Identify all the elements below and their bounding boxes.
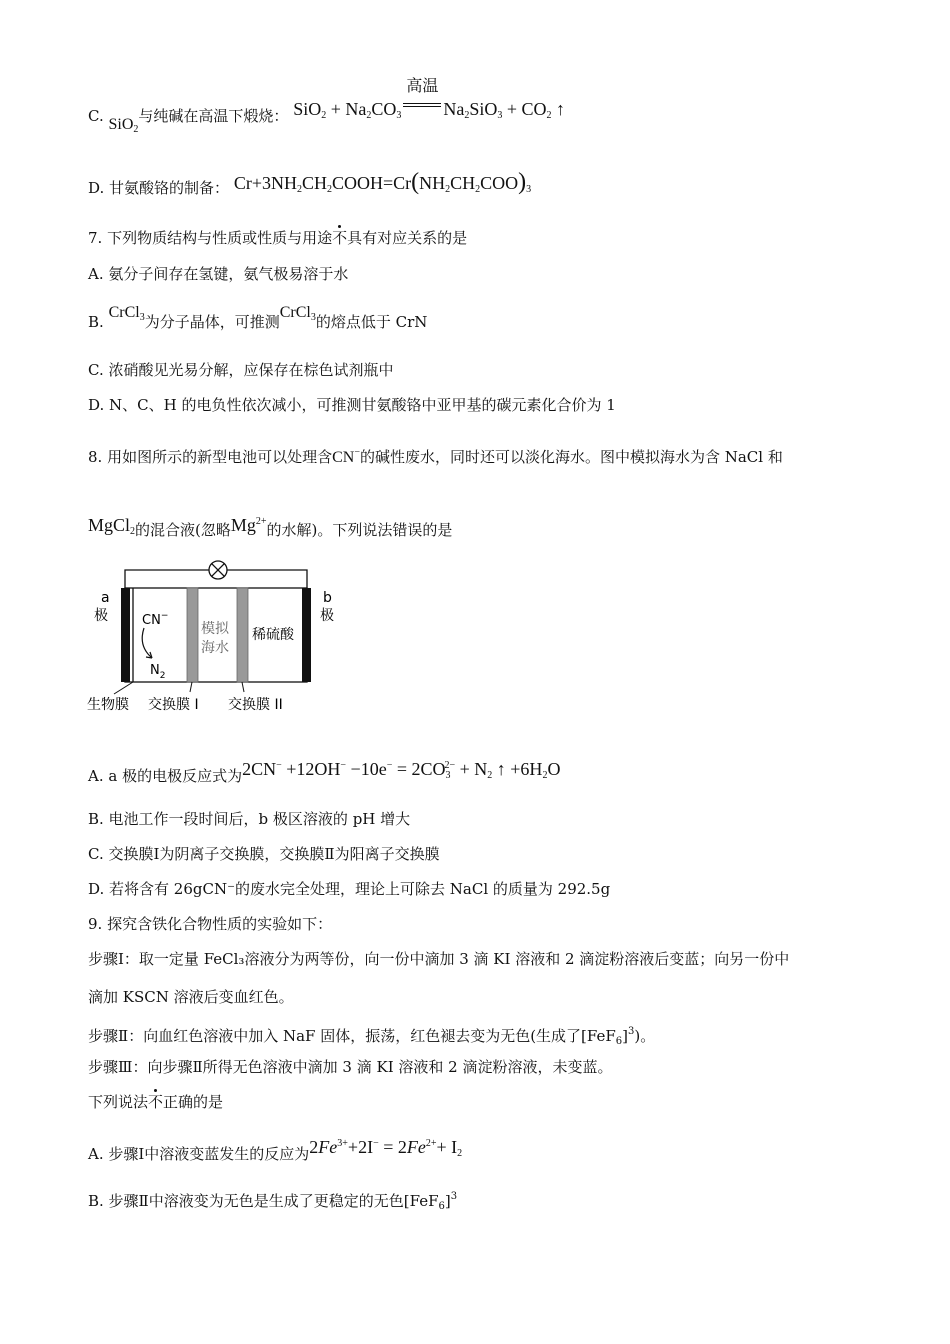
reaction-condition: 高温 — [401, 99, 443, 119]
q9-step1-line1: 步骤Ⅰ：取一定量 FeCl₃溶液分为两等份，向一份中滴加 3 滴 KI 溶液和 2 滴淀粉溶液后变蓝；向另一份中 — [88, 950, 790, 968]
q7-stem: 7. 下列物质结构与性质或性质与用途不具有对应关系的是 — [88, 229, 468, 247]
option-text: 与纯碱在高温下煅烧： — [138, 107, 289, 125]
q8-option-c: C. 交换膜Ⅰ为阴离子交换膜，交换膜Ⅱ为阳离子交换膜 — [88, 845, 440, 863]
equation-a-electrode: $2CN^- +12OH^- -10e^- = 2CO_3^{2-} + N_2$ ↑ $+6H_2O$ — [242, 759, 561, 781]
electrode-a — [121, 588, 130, 682]
label-bio-membrane: 生物膜 — [87, 697, 129, 713]
pointer-membrane-1 — [190, 682, 192, 692]
q9-step2: 步骤Ⅱ：向血红色溶液中加入 NaF 固体，振荡，红色褪去变为无色(生成了$[FeF_6]^3$)。 — [88, 1026, 656, 1047]
label-b-pole-2: 极 — [320, 608, 334, 624]
q9-step3: 步骤Ⅲ：向步骤Ⅱ所得无色溶液中滴加 3 滴 KI 溶液和 2 滴淀粉溶液，未变蓝。 — [88, 1058, 613, 1076]
label-a-pole-1: a — [101, 590, 110, 606]
label-a-pole-2: 极 — [94, 608, 108, 624]
label-exchange-membrane-1: 交换膜 I — [148, 697, 199, 713]
option-text: D. 甘氨酸铬的制备： — [88, 179, 230, 197]
label-b-pole-1: b — [323, 590, 332, 606]
q8-option-d: D. 若将含有 26gCN⁻的废水完全处理，理论上可除去 NaCl 的质量为 292.5g — [88, 880, 611, 898]
label-seawater-1: 模拟 — [201, 621, 229, 637]
q9-option-b: B. 步骤Ⅱ中溶液变为无色是生成了更稳定的无色$[FeF_6]^3$ — [88, 1191, 458, 1212]
emphasis-mark: 不 — [148, 1093, 164, 1111]
label-cn: CN− — [142, 611, 169, 628]
formula-crcl3: CrCl$_3$ — [279, 304, 316, 323]
q8-option-a: A. a 极的电极反应式为$2CN^- +12OH^- -10e^- = 2CO_3^{2-} + N_2$ ↑ $+6H_2O$ — [88, 759, 561, 785]
emphasis-mark: 不 — [332, 229, 348, 247]
pointer-bio-membrane — [114, 682, 133, 694]
q6-option-c — [88, 78, 566, 135]
formula-cn: CN− — [332, 447, 360, 466]
formula-crcl3: CrCl$_3$ — [108, 304, 145, 323]
label-dilute-sulfuric-acid: 稀硫酸 — [252, 627, 294, 643]
electrode-b — [302, 588, 311, 682]
q9-stem: 9. 探究含铁化合物性质的实验如下： — [88, 915, 333, 933]
formula-mg2plus: $Mg^{2+}$ — [230, 515, 267, 535]
q9-step1-line2: 滴加 KSCN 溶液后变血红色。 — [88, 988, 294, 1006]
q8-option-b: B. 电池工作一段时间后，b 极区溶液的 pH 增大 — [88, 810, 411, 828]
equation-sio2-na2co3: $SiO_2 + Na_2CO_3$ 高温 $Na_2SiO_3 + CO_2$ ↑ — [293, 78, 566, 121]
q9-option-a: A. 步骤Ⅰ中溶液变蓝发生的反应为$2Fe^{3+}+2I^- = 2Fe^{2+}+ I_2$ — [88, 1137, 463, 1163]
exchange-membrane-2 — [237, 588, 248, 682]
q8-stem-line2: MgCl$_2$的混合液(忽略$Mg^{2+}$的水解)。下列说法错误的是 — [88, 515, 453, 539]
option-label: C. — [88, 107, 104, 125]
q7-option-c: C. 浓硝酸见光易分解，应保存在棕色试剂瓶中 — [88, 361, 394, 379]
equation-fe-i: $2Fe^{3+}+2I^- = 2Fe^{2+}+ I_2$ — [309, 1137, 463, 1159]
exchange-membrane-1 — [187, 588, 198, 682]
q7-option-b: B. CrCl$_3$为分子晶体，可推测CrCl$_3$的熔点低于 CrN — [88, 304, 428, 331]
lamp-icon — [209, 561, 227, 579]
q7-option-d: D. N、C、H 的电负性依次减小，可推测甘氨酸铬中亚甲基的碳元素化合价为 1 — [88, 396, 616, 414]
label-seawater-2: 海水 — [201, 640, 229, 656]
equation-glycine-chromium: $Cr+3NH_2CH_2COOH=Cr(NH_2CH_2COO)_3$ — [233, 169, 532, 195]
pointer-membrane-2 — [242, 682, 244, 692]
q7-option-a: A. 氨分子间存在氢键，氨气极易溶于水 — [88, 265, 349, 283]
formula-mgcl2: MgCl$_2$ — [88, 515, 136, 537]
q8-stem-line1: 8. 用如图所示的新型电池可以处理含CN−的碱性废水，同时还可以淡化海水。图中模拟海水为含 NaCl 和 — [88, 447, 783, 466]
q6-option-d — [88, 169, 532, 204]
battery-diagram — [86, 558, 346, 718]
q9-sub-stem: 下列说法不正确的是 — [88, 1093, 224, 1111]
label-n2: $N_2$ — [150, 663, 166, 681]
label-exchange-membrane-2: 交换膜 II — [228, 697, 283, 713]
formula-sio2: SiO$_2$ — [108, 116, 139, 135]
